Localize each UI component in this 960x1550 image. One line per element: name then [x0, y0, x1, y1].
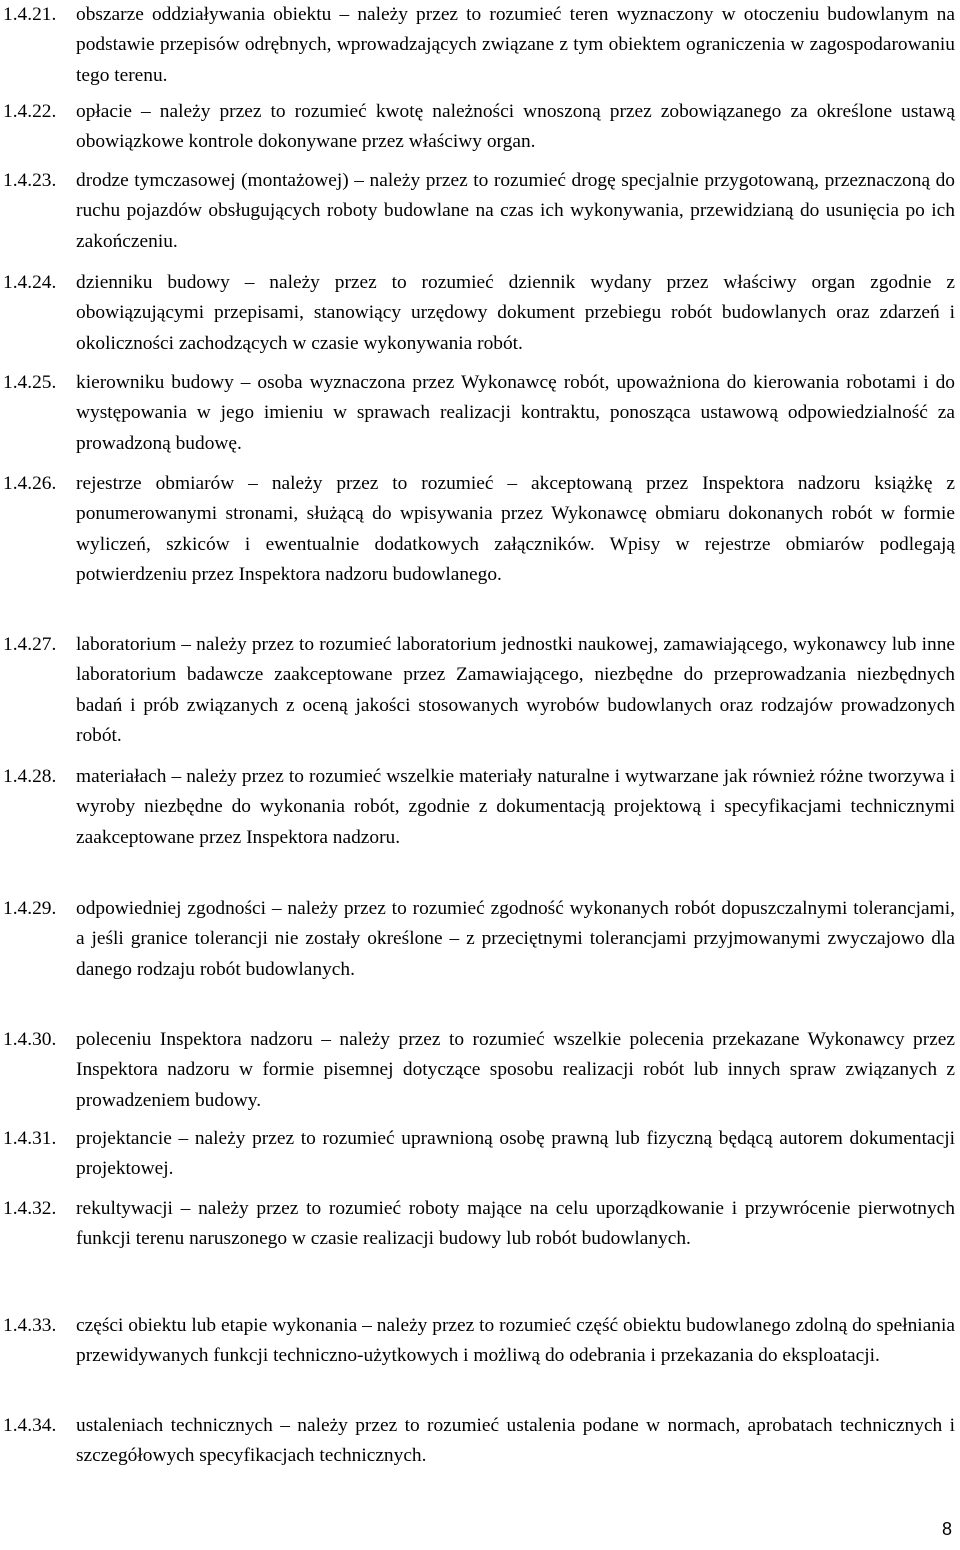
definition-text: rekultywacji – należy przez to rozumieć roboty mające na celu uporządkowanie i przywrócenie pierwotnych funkcji terenu naruszonego w czasie realizacji budowy lub robót budowlanych.	[76, 1198, 955, 1250]
definition-1-4-32	[0, 1194, 960, 1255]
definition-number: 1.4.26.	[3, 473, 57, 494]
definition-text: obszarze oddziaływania obiektu – należy przez to rozumieć teren wyznaczony w otoczeniu budowlanym na podstawie przepisów odrębnych, wprowadzających związane z tym obiektem ograniczenia w zagospodarowaniu tego terenu.	[76, 4, 955, 86]
definition-text: części obiektu lub etapie wykonania – należy przez to rozumieć część obiektu budowlanego zdolną do spełniania przewidywanych funkcji techniczno-użytkowych i możliwą do odebrania i przekazania do eksploatacji.	[76, 1315, 955, 1367]
definition-1-4-30	[0, 1025, 960, 1116]
definition-text: materiałach – należy przez to rozumieć wszelkie materiały naturalne i wytwarzane jak również różne tworzywa i wyroby niezbędne do wykonania robót, zgodnie z dokumentacją projektową i specyfikacjami technicznymi zaakceptowane przez Inspektora nadzoru.	[76, 766, 955, 848]
definition-number: 1.4.29.	[3, 898, 57, 919]
definition-text: rejestrze obmiarów – należy przez to rozumieć – akceptowaną przez Inspektora nadzoru książkę z ponumerowanymi stronami, służącą do wpisywania przez Wykonawcę obmiaru dokonanych robót w formie wyliczeń, szkiców i ewentualnie dodatkowych załączników. Wpisy w rejestrze obmiarów podlegają potwierdzeniu przez Inspektora nadzoru budowlanego.	[76, 473, 955, 585]
page-number: 8	[941, 1519, 952, 1539]
definition-number: 1.4.25.	[3, 372, 57, 393]
definition-text: projektancie – należy przez to rozumieć uprawnioną osobę prawną lub fizyczną będącą autorem dokumentacji projektowej.	[76, 1128, 955, 1180]
definition-number: 1.4.33.	[3, 1315, 57, 1336]
definition-text: kierowniku budowy – osoba wyznaczona przez Wykonawcę robót, upoważniona do kierowania robotami i do występowania w jego imieniu w sprawach realizacji kontraktu, ponosząca ustawową odpowiedzialność za prowadzoną budowę.	[76, 372, 955, 454]
definition-number: 1.4.30.	[3, 1029, 57, 1050]
definition-text: poleceniu Inspektora nadzoru – należy przez to rozumieć wszelkie polecenia przekazane Wykonawcy przez Inspektora nadzoru w formie pisemnej dotyczące sposobu realizacji robót lub innych spraw związanych z prowadzeniem budowy.	[76, 1029, 955, 1111]
definition-number: 1.4.27.	[3, 634, 57, 655]
definition-text: drodze tymczasowej (montażowej) – należy przez to rozumieć drogę specjalnie przygotowaną, przeznaczoną do ruchu pojazdów obsługujących roboty budowlane na czas ich wykonywania, przewidzianą do usunięcia po ich zakończeniu.	[76, 170, 955, 252]
definition-text: odpowiedniej zgodności – należy przez to rozumieć zgodność wykonanych robót dopuszczalnymi tolerancjami, a jeśli granice tolerancji nie zostały określone – z przeciętnymi tolerancjami przyjmowanymi zwyczajowo dla danego rodzaju robót budowlanych.	[76, 898, 955, 980]
definition-number: 1.4.34.	[3, 1415, 57, 1436]
definition-number: 1.4.22.	[3, 101, 57, 122]
definition-number: 1.4.31.	[3, 1128, 57, 1149]
definition-text: opłacie – należy przez to rozumieć kwotę należności wnoszoną przez zobowiązanego za określone ustawą obowiązkowe kontrole dokonywane przez właściwy organ.	[76, 101, 955, 153]
definition-number: 1.4.23.	[3, 170, 57, 191]
definition-number: 1.4.24.	[3, 272, 57, 293]
definition-1-4-23	[0, 166, 960, 257]
definition-text: ustaleniach technicznych – należy przez to rozumieć ustalenia podane w normach, aprobatach technicznych i szczegółowych specyfikacjach technicznych.	[76, 1415, 955, 1467]
definition-text: dzienniku budowy – należy przez to rozumieć dziennik wydany przez właściwy organ zgodnie z obowiązującymi przepisami, stanowiący urzędowy dokument przebiegu robót budowlanych oraz zdarzeń i okoliczności zachodzących w czasie wykonywania robót.	[76, 272, 955, 354]
definition-1-4-33	[0, 1311, 960, 1372]
definition-text: laboratorium – należy przez to rozumieć laboratorium jednostki naukowej, zamawiającego, wykonawcy lub inne laboratorium badawcze zaakceptowane przez Zamawiającego, niezbędne do przeprowadzania niezbędnych badań i prób związanych z oceną jakości stosowanych wyrobów budowlanych oraz rodzajów prowadzonych robót.	[76, 634, 955, 746]
definition-number: 1.4.32.	[3, 1198, 57, 1219]
definition-1-4-34	[0, 1411, 960, 1472]
definition-1-4-26	[0, 469, 960, 590]
definition-1-4-27	[0, 630, 960, 751]
definition-1-4-25	[0, 368, 960, 459]
definition-number: 1.4.21.	[3, 4, 57, 25]
definition-1-4-22	[0, 97, 960, 158]
definition-1-4-29	[0, 894, 960, 985]
definition-1-4-24	[0, 268, 960, 359]
definition-1-4-21	[0, 0, 960, 91]
definition-1-4-31	[0, 1124, 960, 1185]
definition-1-4-28	[0, 762, 960, 853]
definition-number: 1.4.28.	[3, 766, 57, 787]
